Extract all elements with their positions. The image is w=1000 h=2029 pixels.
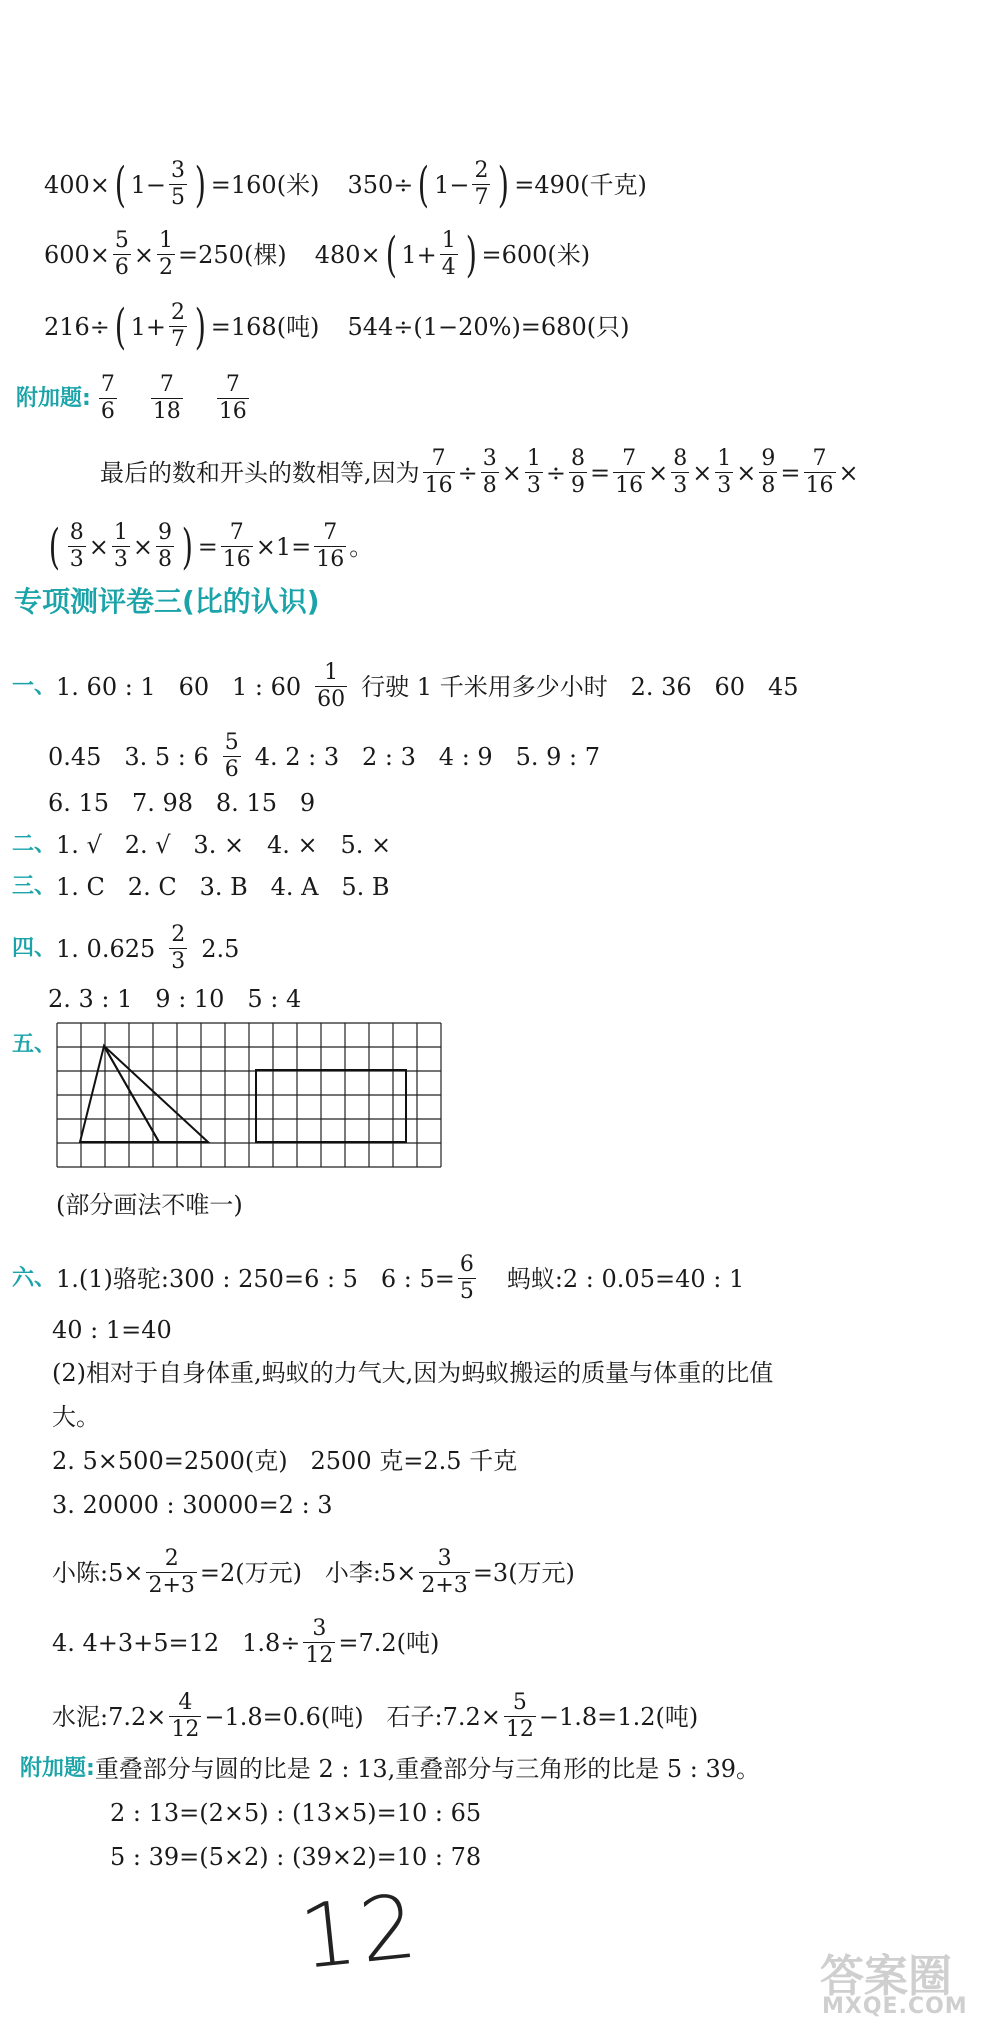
numerator: 1	[159, 228, 174, 253]
numerator: 3	[437, 1546, 452, 1571]
expr-text: 1−	[130, 170, 167, 199]
numerator: 2	[171, 922, 186, 947]
answer-text: 1. C 2. C 3. B 4. A 5. B	[56, 873, 390, 901]
fraction	[99, 372, 117, 425]
fraction	[715, 446, 733, 499]
denominator: 16	[805, 473, 834, 498]
expr-text: =490(千克)	[514, 170, 647, 199]
expr-text: 544÷(1−20%)=680(只)	[347, 312, 630, 341]
fraction	[315, 660, 347, 713]
numerator: 7	[431, 446, 446, 471]
paren-open: (	[418, 156, 430, 213]
fraction	[169, 1690, 201, 1743]
fraction	[217, 372, 249, 425]
q1-line2	[48, 730, 600, 783]
answer-text: 5 : 39=(5×2) : (39×2)=10 : 78	[110, 1843, 482, 1871]
fraction	[759, 446, 777, 499]
paren-open: (	[48, 518, 60, 575]
numerator: 7	[323, 520, 338, 545]
numerator: 1	[526, 446, 541, 471]
denominator: 6	[224, 757, 239, 782]
fraction	[419, 1546, 469, 1599]
expr-text: 216÷	[44, 312, 110, 341]
answer-text: 6. 15 7. 98 8. 15 9	[48, 789, 316, 817]
note-text: (部分画法不唯一)	[56, 1191, 243, 1219]
denominator: 3	[69, 547, 84, 572]
expr-text: 400×	[44, 170, 110, 199]
q6-line8	[52, 1616, 439, 1669]
denominator: 8	[482, 473, 497, 498]
expr-text: 1−	[434, 170, 470, 199]
numerator: 8	[570, 446, 585, 471]
q5-label-line	[12, 1028, 56, 1062]
fraction	[112, 520, 130, 573]
expr-text: 1+	[130, 312, 167, 341]
q1-line1	[12, 660, 799, 713]
fraction	[169, 300, 187, 353]
answer-text: (2)相对于自身体重,蚂蚁的力气大,因为蚂蚁搬运的质量与体重的比值	[52, 1359, 774, 1387]
numerator: 5	[224, 730, 239, 755]
answer-text: 1. 0.625	[56, 934, 156, 963]
question-label: 一、	[12, 673, 57, 699]
fraction	[525, 446, 543, 499]
answer-text: 2. 5×500=2500(克) 2500 克=2.5 千克	[52, 1447, 518, 1475]
fraction	[504, 1690, 536, 1743]
denominator: 2+3	[421, 1573, 468, 1598]
fraction	[303, 1616, 335, 1669]
answer-text: =2(万元) 小李:5×	[199, 1558, 417, 1587]
denominator: 8	[157, 547, 172, 572]
q6-line6	[52, 1488, 333, 1522]
paren-open: (	[114, 298, 126, 355]
answer-text: 1. 60 : 1 60 1 : 60	[56, 672, 302, 701]
denominator: 12	[505, 1717, 534, 1742]
q6-line2	[52, 1313, 172, 1347]
numerator: 1	[113, 520, 128, 545]
q4-line1	[12, 922, 239, 975]
fraction	[169, 158, 187, 211]
answer-text: 4. 4+3+5=12 1.8÷	[52, 1628, 301, 1657]
question-label: 五、	[12, 1032, 57, 1057]
denominator: 60	[317, 687, 346, 712]
answer-text: 蚂蚁:2 : 0.05=40 : 1	[506, 1264, 745, 1293]
answer-text: 1. √ 2. √ 3. × 4. × 5. ×	[56, 831, 392, 859]
fraction	[440, 228, 458, 281]
section-title: 专项测评卷三(比的认识)	[14, 585, 320, 618]
extra-label: 附加题:	[16, 385, 91, 411]
numerator: 5	[512, 1690, 527, 1715]
paren-close: )	[465, 226, 477, 283]
extra-question-2	[20, 1752, 760, 1786]
q2-line	[12, 828, 391, 862]
answer-text: 行驶 1 千米用多少小时 2. 36 60 45	[361, 672, 799, 701]
q6-line3	[52, 1356, 773, 1390]
numerator: 8	[673, 446, 688, 471]
denominator: 16	[218, 399, 247, 424]
fraction	[472, 158, 490, 211]
grid-drawing	[56, 1022, 456, 1178]
numerator: 3	[312, 1616, 327, 1641]
q6-line4	[52, 1400, 100, 1434]
fraction	[481, 446, 499, 499]
denominator: 2+3	[148, 1573, 195, 1598]
numerator: 1	[441, 228, 456, 253]
answer-text: 1.(1)骆驼:300 : 250=6 : 5 6 : 5=	[56, 1264, 455, 1293]
numerator: 8	[69, 520, 84, 545]
grid-lines	[57, 1023, 441, 1167]
answer-text: 重叠部分与圆的比是 2 : 13,重叠部分与三角形的比是 5 : 39。	[94, 1755, 761, 1783]
paren-close: )	[194, 298, 207, 355]
denominator: 3	[171, 949, 186, 974]
fraction	[804, 446, 836, 499]
expr-text: =250(棵)	[178, 240, 287, 269]
extra2-line2	[110, 1796, 481, 1830]
q6-line5	[52, 1444, 517, 1478]
denominator: 5	[459, 1279, 474, 1304]
paren-open: (	[385, 226, 397, 283]
fraction	[169, 922, 187, 975]
extra-label: 附加题:	[20, 1756, 95, 1781]
fraction	[569, 446, 587, 499]
question-label: 六、	[12, 1265, 57, 1291]
numerator: 3	[482, 446, 497, 471]
denominator: 2	[159, 255, 174, 280]
denominator: 8	[761, 473, 776, 498]
denominator: 12	[305, 1643, 334, 1668]
watermark-url: MXQE.COM	[822, 1994, 968, 2019]
numerator: 2	[171, 300, 186, 325]
denominator: 12	[171, 1717, 200, 1742]
denominator: 18	[152, 399, 181, 424]
paren-close: )	[498, 156, 510, 213]
numerator: 6	[459, 1252, 474, 1277]
fraction	[113, 228, 131, 281]
question-label: 四、	[12, 935, 57, 961]
fraction	[223, 730, 241, 783]
answer-text: 2 : 13=(2×5) : (13×5)=10 : 65	[110, 1799, 482, 1827]
numerator: 9	[157, 520, 172, 545]
fraction	[156, 520, 174, 573]
fraction	[423, 446, 455, 499]
explain-text: 最后的数和开头的数相等,因为	[100, 458, 420, 487]
calc-row-3	[44, 300, 629, 353]
question-label: 二、	[12, 832, 57, 857]
denominator: 16	[615, 473, 644, 498]
denominator: 3	[673, 473, 688, 498]
extra1-explain-line1: 最后的数和开头的数相等,因为 $\frac{7}{16}$ ÷ $\frac{3}{8}$ × $\frac{1}{3}$ ÷ $\frac{8}{9}$ = $\frac{7}{16}$ × $\frac{8}{3}$ × $\frac{1}{3}$ × $\frac{9}{8}$ = $\frac{7}{16}$ ×	[100, 446, 859, 498]
answer-text: 水泥:7.2×	[52, 1702, 167, 1731]
q6-line9	[52, 1690, 698, 1743]
numerator: 9	[761, 446, 776, 471]
watermark-logo: 答案圈	[820, 1951, 952, 2002]
numerator: 5	[114, 228, 129, 253]
answer-text: =3(万元)	[472, 1558, 575, 1587]
extra1-explain-line2: ( $\frac{8}{3}$ × $\frac{1}{3}$ × $\frac{9}{8}$ ) = $\frac{7}{16}$ ×1= $\frac{7}{16}$ 。	[48, 518, 374, 575]
expr-text: =160(米)	[210, 170, 320, 199]
fraction	[68, 520, 86, 573]
q1-line3	[48, 786, 315, 820]
paren-open: (	[114, 156, 126, 213]
denominator: 6	[114, 255, 129, 280]
fraction	[151, 372, 183, 425]
answer-text: −1.8=1.2(吨)	[538, 1702, 699, 1731]
fraction	[314, 520, 346, 573]
paren-close: )	[194, 156, 207, 213]
fraction	[221, 520, 253, 573]
paren-close: )	[181, 518, 193, 575]
calc-row-2	[44, 228, 590, 281]
expr-text: 600×	[44, 240, 110, 269]
answer-text: =7.2(吨)	[338, 1628, 440, 1657]
answer-text: 2. 3 : 1 9 : 10 5 : 4	[48, 985, 302, 1013]
answer-text: 大。	[52, 1403, 100, 1431]
expr-text: ×	[133, 240, 155, 269]
fraction	[613, 446, 645, 499]
drawn-triangle-right	[104, 1046, 208, 1142]
q3-line	[12, 870, 390, 904]
q5-note-line	[56, 1188, 243, 1222]
expr-text: =600(米)	[481, 240, 591, 269]
numerator: 7	[100, 372, 115, 397]
extra-question-1	[16, 372, 252, 425]
answer-text: 小陈:5×	[52, 1558, 144, 1587]
denominator: 3	[113, 547, 128, 572]
answer-text: 0.45 3. 5 : 6	[48, 742, 209, 771]
denominator: 9	[570, 473, 585, 498]
denominator: 16	[222, 547, 251, 572]
question-label: 三、	[12, 874, 57, 899]
numerator: 7	[229, 520, 244, 545]
fraction	[146, 1546, 196, 1599]
answer-text: 2.5	[201, 934, 240, 963]
numerator: 7	[812, 446, 827, 471]
numerator: 2	[474, 158, 489, 183]
denominator: 4	[441, 255, 456, 280]
denominator: 7	[171, 327, 186, 352]
numerator: 3	[171, 158, 186, 183]
numerator: 7	[225, 372, 240, 397]
numerator: 4	[178, 1690, 193, 1715]
extra2-line3	[110, 1840, 481, 1874]
denominator: 16	[424, 473, 453, 498]
expr-text: 1+	[401, 240, 437, 269]
answer-text: 4. 2 : 3 2 : 3 4 : 9 5. 9 : 7	[254, 742, 600, 771]
drawn-rectangle	[256, 1070, 406, 1142]
fraction	[458, 1252, 476, 1305]
denominator: 5	[171, 185, 186, 210]
expr-text: 350÷	[347, 170, 414, 199]
denominator: 3	[717, 473, 732, 498]
expr-text: 480×	[314, 240, 381, 269]
fraction	[671, 446, 689, 499]
calc-row-1	[44, 158, 647, 211]
numerator: 7	[159, 372, 174, 397]
fraction	[157, 228, 175, 281]
answer-text: 40 : 1=40	[52, 1316, 172, 1344]
numerator: 1	[324, 660, 339, 685]
denominator: 7	[474, 185, 489, 210]
answer-text: 3. 20000 : 30000=2 : 3	[52, 1491, 333, 1519]
answer-text: −1.8=0.6(吨) 石子:7.2×	[204, 1702, 501, 1731]
denominator: 3	[526, 473, 541, 498]
q6-line1	[12, 1252, 744, 1305]
numerator: 1	[717, 446, 732, 471]
q4-line2	[48, 982, 301, 1016]
handwritten-page-number: 12	[294, 1874, 426, 1989]
numerator: 7	[622, 446, 637, 471]
q6-line7	[52, 1546, 575, 1599]
numerator: 2	[164, 1546, 179, 1571]
denominator: 6	[100, 399, 115, 424]
denominator: 16	[316, 547, 345, 572]
expr-text: =168(吨)	[210, 312, 320, 341]
